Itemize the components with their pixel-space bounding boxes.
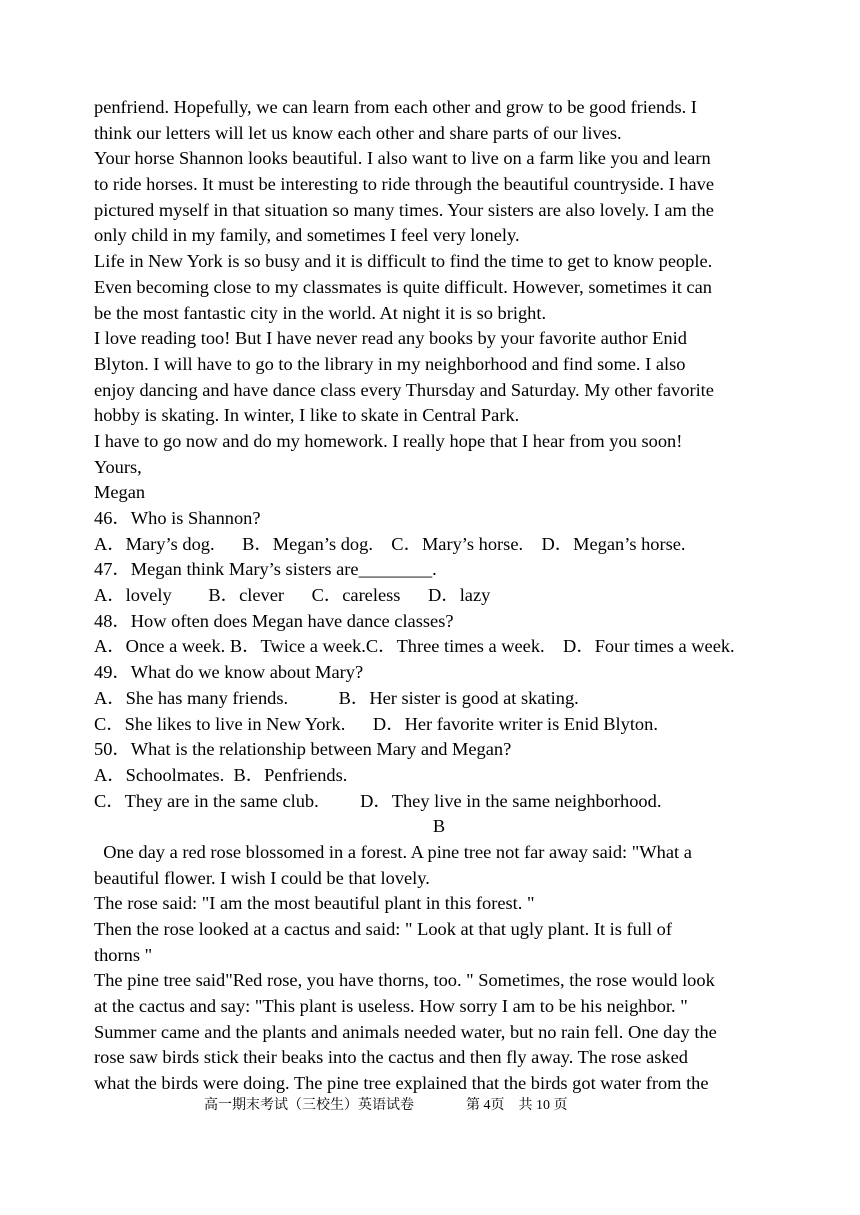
- text-line: to ride horses. It must be interesting to ride through the beautiful countryside. I have: [94, 174, 715, 195]
- question-48: 48．How often does Megan have dance classes?: [94, 610, 454, 631]
- letter-signature: Megan: [94, 482, 146, 503]
- text-line: I love reading too! But I have never read any books by your favorite author Enid: [94, 328, 687, 349]
- document-body: [94, 95, 784, 1097]
- question-48-options: A．Once a week. B．Twice a week.C．Three times a week. D．Four times a week.: [94, 636, 735, 657]
- text-line: Summer came and the plants and animals needed water, but no rain fell. One day the: [94, 1021, 717, 1042]
- page-number: 第 4页 共 10 页: [466, 1098, 568, 1113]
- text-line: only child in my family, and sometimes I feel very lonely.: [94, 225, 520, 246]
- text-line: be the most fantastic city in the world. At night it is so bright.: [94, 302, 547, 323]
- question-49-options: A．She has many friends. B．Her sister is good at skating.: [94, 687, 579, 708]
- exam-title: 高一期末考试（三校生）英语试卷: [204, 1098, 414, 1113]
- text-line: One day a red rose blossomed in a forest. A pine tree not far away said: "What a: [94, 841, 692, 862]
- question-46: 46．Who is Shannon?: [94, 508, 261, 528]
- text-line: Your horse Shannon looks beautiful. I also want to live on a farm like you and learn: [94, 148, 711, 169]
- text-line: Then the rose looked at a cactus and said: " Look at that ugly plant. It is full of: [94, 919, 672, 939]
- question-49-options: C．She likes to live in New York. D．Her favorite writer is Enid Blyton.: [94, 713, 658, 734]
- text-line: penfriend. Hopefully, we can learn from each other and grow to be good friends. I: [94, 97, 697, 117]
- text-line: at the cactus and say: "This plant is useless. How sorry I am to be his neighbor. ": [94, 996, 688, 1017]
- text-line: I have to go now and do my homework. I really hope that I hear from you soon!: [94, 430, 683, 451]
- section-heading: B: [432, 816, 446, 837]
- text-line: enjoy dancing and have dance class every Thursday and Saturday. My other favorite: [94, 379, 714, 400]
- text-line: The pine tree said"Red rose, you have thorns, too. " Sometimes, the rose would look: [94, 970, 715, 991]
- text-line: pictured myself in that situation so many times. Your sisters are also lovely. I am the: [94, 199, 714, 220]
- question-47: 47．Megan think Mary’s sisters are________.: [94, 559, 437, 580]
- question-50-options: C．They are in the same club. D．They live in the same neighborhood.: [94, 790, 662, 811]
- text-line: Life in New York is so busy and it is difficult to find the time to get to know people.: [94, 251, 713, 272]
- text-line: The rose said: "I am the most beautiful plant in this forest. ": [94, 893, 535, 914]
- text-line: thorns ": [94, 944, 153, 965]
- text-line: Even becoming close to my classmates is quite difficult. However, sometimes it can: [94, 276, 712, 297]
- text-line: think our letters will let us know each other and share parts of our lives.: [94, 122, 622, 143]
- text-line: rose saw birds stick their beaks into the cactus and then fly away. The rose asked: [94, 1047, 688, 1068]
- text-line: what the birds were doing. The pine tree explained that the birds got water from the: [94, 1073, 709, 1094]
- text-line: beautiful flower. I wish I could be that lovely.: [94, 867, 430, 888]
- letter-closing: Yours,: [94, 456, 142, 477]
- question-50-options: A．Schoolmates. B．Penfriends.: [94, 764, 348, 785]
- question-50: 50．What is the relationship between Mary and Megan?: [94, 739, 512, 760]
- text-line: Blyton. I will have to go to the library in my neighborhood and find some. I also: [94, 353, 686, 374]
- question-49: 49．What do we know about Mary?: [94, 662, 364, 683]
- question-47-options: A．lovely B．clever C．careless D．lazy: [94, 585, 491, 606]
- text-line: hobby is skating. In winter, I like to skate in Central Park.: [94, 405, 520, 426]
- question-46-options: A．Mary’s dog. B．Megan’s dog. C．Mary’s horse. D．Megan’s horse.: [94, 533, 686, 554]
